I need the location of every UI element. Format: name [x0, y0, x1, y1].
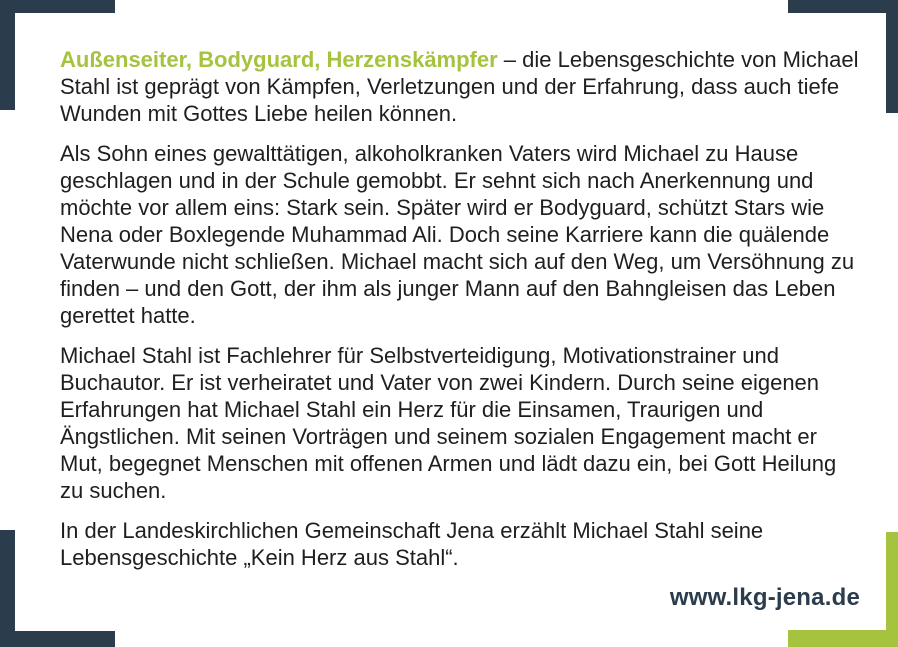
event-paragraph: In der Landeskirchlichen Gemeinschaft Jena erzählt Michael Stahl seine Lebensgeschichte „Kein Herz aus Stahl“. — [60, 518, 764, 570]
about-author-paragraph: Michael Stahl ist Fachlehrer für Selbstverteidigung, Motivationstrainer und Buchautor. Er ist verheiratet und Vater von zwei Kindern. Durch seine eigenen Erfahrungen hat Michael Stahl ein Herz für die Einsamen, Traurigen und Ängstlichen. Mit seinen Vorträgen und seinem sozialen Engagement macht er Mut, begegnet Menschen mit offenen Armen und lädt dazu ein, bei Gott Heilung zu suchen. — [60, 343, 837, 503]
website-url: www.lkg-jena.de — [669, 584, 860, 611]
intro-paragraph-text: – die Lebensgeschichte von Michael Stahl ist geprägt von Kämpfen, Verletzungen und der Erfahrung, dass auch tiefe Wunden mit Gottes Liebe heilen können. — [60, 47, 859, 126]
flyer-text-block — [60, 46, 860, 612]
intro-paragraph — [60, 46, 860, 127]
biography-paragraph: Als Sohn eines gewalttätigen, alkoholkranken Vaters wird Michael zu Hause geschlagen und in der Schule gemobbt. Er sehnt sich nach Anerkennung und möchte vor allem eins: Stark sein. Später wird er Bodyguard, schützt Stars wie Nena oder Boxlegende Muhammad Ali. Doch seine Karriere kann die quälende Vaterwunde nicht schließen. Michael macht sich auf den Weg, um Versöhnung zu finden – und den Gott, der ihm als junger Mann auf den Bahngleisen das Leben gerettet hatte. — [60, 141, 855, 328]
headline-highlight: Außenseiter, Bodyguard, Herzenskämpfer — [60, 47, 498, 72]
